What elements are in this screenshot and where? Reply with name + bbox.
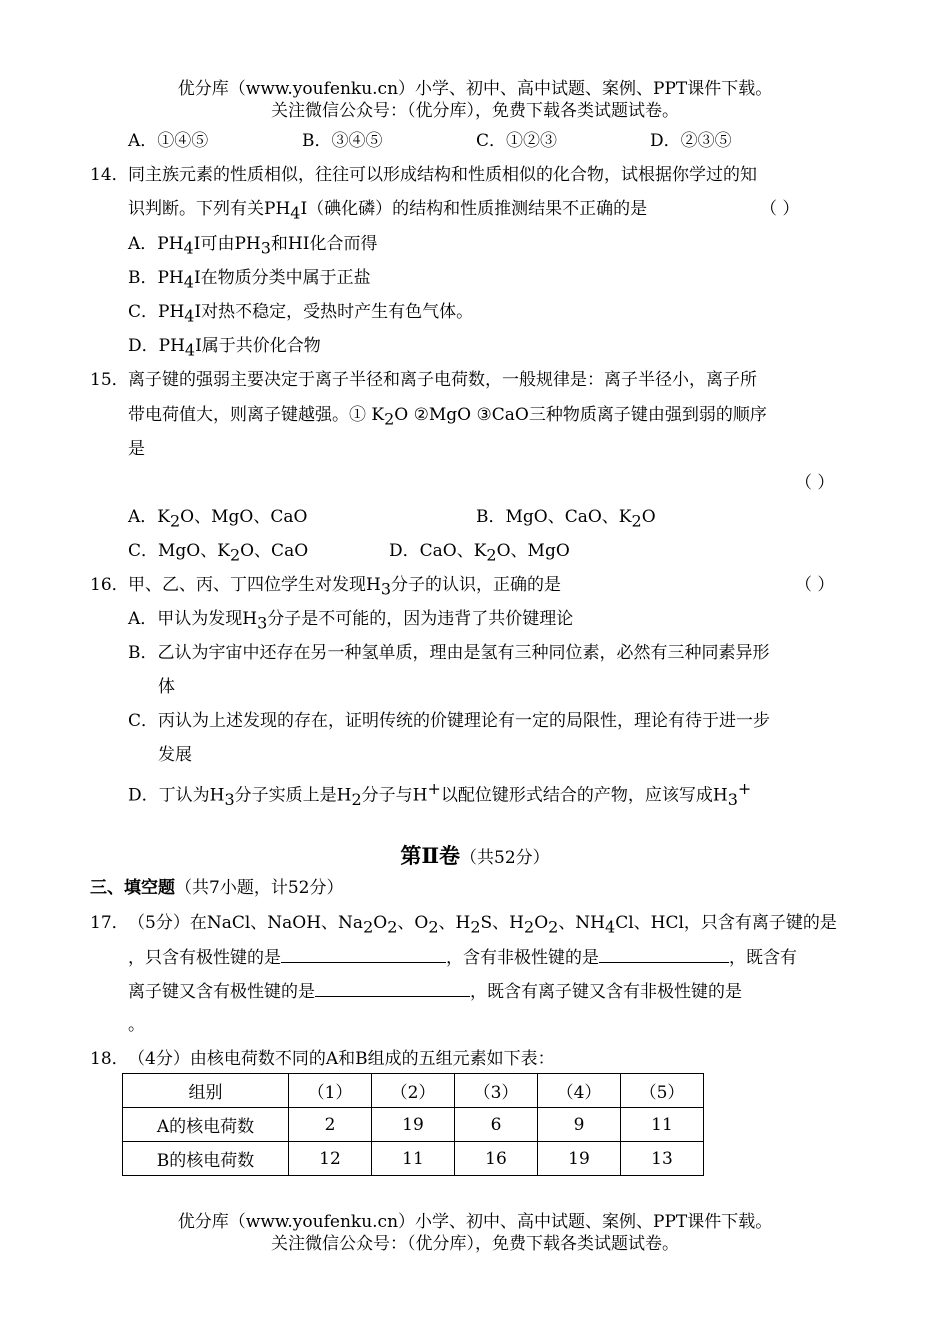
q14-stem-line-2: 识判断。下列有关$PH_4I$（碘化磷）的结构和性质推测结果不正确的是 [128, 199, 648, 223]
table-row [123, 1142, 704, 1176]
table-cell: 2 [289, 1108, 372, 1142]
table-cell: 6 [455, 1108, 538, 1142]
table-cell: A的核电荷数 [123, 1108, 289, 1142]
q14-answer-bracket: （ ） [760, 199, 800, 219]
part2-title: 第Ⅱ卷 [400, 843, 461, 868]
table-row [123, 1108, 704, 1142]
q18-stem: （4分）由核电荷数不同的A和B组成的五组元素如下表： [128, 1049, 555, 1069]
q16-option-a: A．甲认为发现$H_3$分子是不可能的，因为违背了共价键理论 [128, 609, 574, 633]
q14-number: 14． [90, 165, 129, 185]
q16-option-c-line-2: 发展 [158, 745, 192, 765]
q15-stem-line-2: 带电荷值大，则离子键越强。① $K_2O$ ②MgO ③CaO三种物质离子键由强到弱的顺序 [128, 405, 767, 429]
part2-score: （共52分） [460, 848, 550, 868]
q13-option-a: A．①④⑤ [128, 131, 209, 151]
q16-option-b-line-2: 体 [158, 677, 175, 697]
header-line-1: 优分库（www.youfenku.cn）小学、初中、高中试题、案例、PPT课件下载。 [177, 79, 773, 99]
q17-line-1: （5分）在NaCl、NaOH、$Na_2O_2$、$O_2$、$H_2S$、$H_2O_2$、$NH_4Cl$、HCl，只含有离子键的是 [128, 913, 837, 937]
q13-option-b: B．③④⑤ [302, 131, 383, 151]
q15-number: 15． [90, 370, 129, 390]
q14-option-a: A．$PH_4I$可由$PH_3$和HI化合而得 [128, 234, 378, 258]
table-cell: 19 [372, 1108, 455, 1142]
q14-option-b: B．$PH_4I$在物质分类中属于正盐 [128, 268, 371, 292]
q17-blank-nonpolar[interactable] [599, 946, 729, 963]
q15-option-d: D．CaO、$K_2O$、MgO [389, 541, 570, 565]
q15-option-c: C．MgO、$K_2O$、CaO [128, 541, 309, 565]
q15-stem-line-3: 是 [128, 439, 145, 459]
table-cell: 12 [289, 1142, 372, 1176]
q18-table [122, 1073, 704, 1176]
q16-option-c-line-1: C．丙认为上述发现的存在，证明传统的价键理论有一定的局限性，理论有待于进一步 [128, 711, 771, 731]
q15-option-a: A．$K_2O$、MgO、CaO [128, 507, 308, 531]
q16-number: 16． [90, 575, 129, 595]
table-header-cell: （5） [621, 1074, 704, 1108]
table-header-row [123, 1074, 704, 1108]
q16-option-d: D．丁认为$H_3$分子实质上是$H_2$分子与H+以配位键形式结合的产物，应该写成$H_3^+$ [128, 779, 752, 810]
q18-number: 18． [90, 1049, 129, 1069]
part2-heading [0, 843, 950, 871]
table-cell: 11 [372, 1142, 455, 1176]
q15-option-b: B．MgO、CaO、$K_2O$ [476, 507, 656, 531]
q17-line-3: 离子键又含有极性键的是 ，既含有离子键又含有非极性键的是 [128, 982, 742, 1002]
header-line-2: 关注微信公众号：（优分库），免费下载各类试题试卷。 [271, 101, 679, 121]
table-cell: 19 [538, 1142, 621, 1176]
q17-blank-ionic-polar[interactable] [315, 980, 470, 997]
q17-line-2: ，只含有极性键的是 ，含有非极性键的是 ，既含有 [128, 948, 797, 968]
section3-heading: 三、填空题（共7小题，计52分） [90, 878, 344, 898]
footer-line-2: 关注微信公众号：（优分库），免费下载各类试题试卷。 [271, 1234, 679, 1254]
q14-option-d: D．$PH_4I$属于共价化合物 [128, 336, 321, 360]
q16-answer-bracket: （ ） [795, 575, 835, 595]
q16-stem: 甲、乙、丙、丁四位学生对发现$H_3$分子的认识，正确的是 [128, 575, 562, 599]
table-header-cell: （4） [538, 1074, 621, 1108]
footer-line-1: 优分库（www.youfenku.cn）小学、初中、高中试题、案例、PPT课件下载。 [177, 1212, 773, 1232]
q17-blank-polar-only[interactable] [281, 946, 446, 963]
q14-option-c: C．$PH_4I$对热不稳定，受热时产生有色气体。 [128, 302, 474, 326]
table-cell: 9 [538, 1108, 621, 1142]
table-cell: 13 [621, 1142, 704, 1176]
table-cell: B的核电荷数 [123, 1142, 289, 1176]
table-header-cell: （3） [455, 1074, 538, 1108]
q15-answer-bracket: （ ） [795, 473, 835, 493]
table-header-cell: （2） [372, 1074, 455, 1108]
q17-number: 17． [90, 913, 129, 933]
table-cell: 16 [455, 1142, 538, 1176]
q14-stem-line-1: 同主族元素的性质相似，往往可以形成结构和性质相似的化合物，试根据你学过的知 [128, 165, 757, 185]
q13-option-c: C．①②③ [476, 131, 558, 151]
q13-option-d: D．②③⑤ [650, 131, 732, 151]
q15-stem-line-1: 离子键的强弱主要决定于离子半径和离子电荷数，一般规律是：离子半径小，离子所 [128, 370, 757, 390]
table-header-cell: 组别 [123, 1074, 289, 1108]
q17-line-4: 。 [128, 1015, 145, 1035]
table-cell: 11 [621, 1108, 704, 1142]
table-header-cell: （1） [289, 1074, 372, 1108]
q16-option-b-line-1: B．乙认为宇宙中还存在另一种氢单质，理由是氢有三种同位素，必然有三种同素异形 [128, 643, 770, 663]
